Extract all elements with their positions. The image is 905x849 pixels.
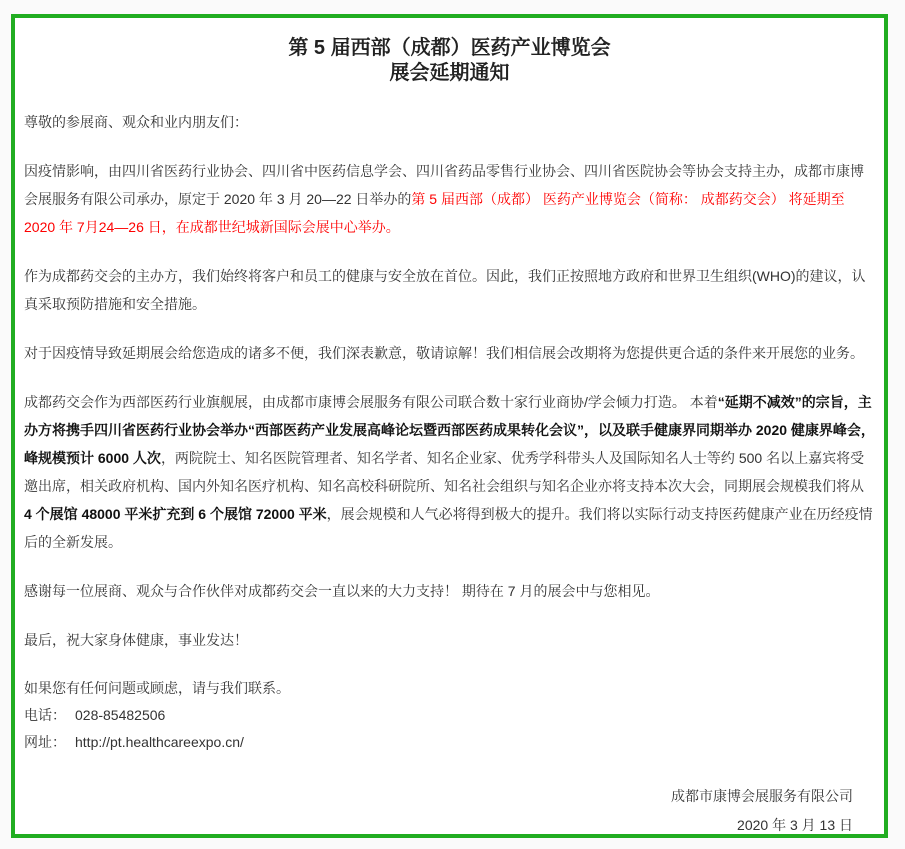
- phone-label: 电话：: [24, 707, 66, 723]
- title-line-1: 第 5 届西部（成都）医药产业博览会: [288, 37, 611, 59]
- scale-bold-slogan: “延期不减效”的宗旨，主办方将携手四川省医药行业协会举办“西部医药产业发展高峰论坛暨西部医药成果转化会议”，以及联手健康界同期举办 2020 健康界峰会， 峰规模预计 6000 人次: [24, 394, 875, 466]
- paragraph-scale: [24, 388, 875, 556]
- phone-line: [24, 702, 875, 729]
- signature-date: 2020 年 3 月 13 日: [737, 817, 853, 833]
- scale-text-1: 成都药交会作为西部医药行业旗舰展，由成都市康博会展服务有限公司联合数十家行业商协/学会倾力打造。 本着: [24, 394, 718, 410]
- salutation: 尊敬的参展商、观众和业内朋友们：: [24, 114, 248, 130]
- title-line-2: 展会延期通知: [389, 62, 510, 84]
- notice-document: [11, 14, 888, 838]
- postponement-intro-text: 因疫情影响，由四川省医药行业协会、四川省中医药信息学会、四川省药品零售行业协会、四川省医院协会等协会支持主办，成都市康博会展服务有限公司承办，原定于 2020 年 3 月 20—22 日举办的: [24, 163, 864, 207]
- signature-block: [24, 782, 875, 840]
- paragraph-apology: 对于因疫情导致延期展会给您造成的诸多不便，我们深表歉意，敬请谅解！我们相信展会改期将为您提供更合适的条件来开展您的业务。: [24, 345, 864, 361]
- paragraph-safety: 作为成都药交会的主办方，我们始终将客户和员工的健康与安全放在首位。因此，我们正按照地方政府和世界卫生组织(WHO)的建议，认真采取预防措施和安全措施。: [24, 268, 866, 312]
- scale-text-3: ，展会规模和人气必将得到极大的提升。我们将以实际行动支持医药健康产业在历经疫情后的全新发展。: [24, 506, 873, 550]
- signature-company: 成都市康博会展服务有限公司: [671, 788, 853, 804]
- document-title: [24, 36, 875, 86]
- phone-number: 028-85482506: [75, 707, 166, 723]
- contact-note: 如果您有任何问题或顾虑，请与我们联系。: [24, 680, 290, 696]
- paragraph-wish: 最后，祝大家身体健康，事业发达！: [24, 632, 248, 648]
- website-line: [24, 729, 875, 756]
- website-label: 网址：: [24, 734, 66, 750]
- scale-bold-venue-size: 4 个展馆 48000 平米扩充到 6 个展馆 72000 平米: [24, 506, 327, 522]
- paragraph-postponement: [24, 157, 875, 241]
- scale-text-2: ，两院院士、知名医院管理者、知名学者、知名企业家、优秀学科带头人及国际知名人士等约 500 名以上嘉宾将受邀出席，相关政府机构、国内外知名医疗机构、知名高校科研院所、知名社会组织与知名企业亦将支持本次大会，同期展会规模我们将从: [24, 450, 865, 494]
- contact-block: [24, 675, 875, 756]
- website-url: http://pt.healthcareexpo.cn/: [75, 734, 244, 750]
- postponement-highlight-text: 第 5 届西部（成都） 医药产业博览会（简称： 成都药交会） 将延期至 2020 年 7月24—26 日，在成都世纪城新国际会展中心举办。: [24, 191, 845, 235]
- paragraph-thanks: 感谢每一位展商、观众与合作伙伴对成都药交会一直以来的大力支持！ 期待在 7 月的展会中与您相见。: [24, 583, 660, 599]
